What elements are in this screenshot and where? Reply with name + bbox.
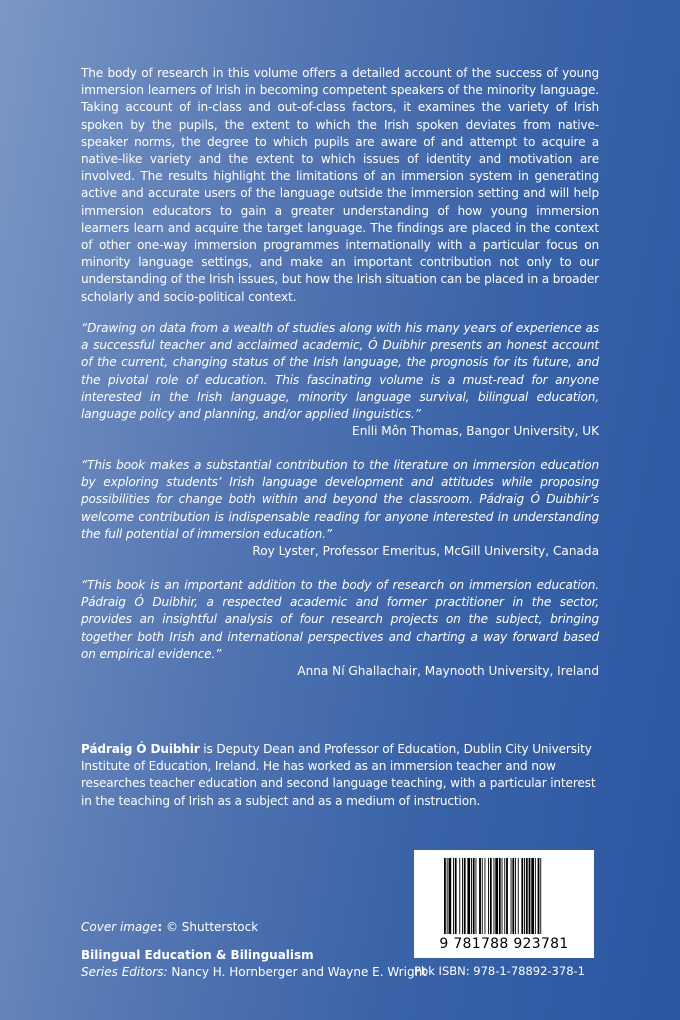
author-bio-body: is Deputy Dean and Professor of Education, Dublin City University Institute of Education, Ireland. He has worked as an immersion teacher and now researches teacher education and second language teaching, with a particular interest in the teaching of Irish as a subject and as a medium of instruction. — [81, 742, 596, 808]
barcode-bar — [473, 858, 475, 934]
barcode-bar — [455, 858, 457, 934]
barcode-bar — [524, 858, 525, 934]
endorsement-attribution: Anna Ní Ghallachair, Maynooth University, Ireland — [297, 664, 599, 679]
barcode-bar — [512, 858, 514, 934]
cover-credit — [81, 920, 258, 934]
barcode-bar — [444, 858, 446, 934]
barcode-bar — [479, 858, 481, 934]
series-name: Bilingual Education & Bilingualism — [81, 948, 314, 962]
barcode-bar — [511, 858, 512, 934]
barcode-bar — [453, 858, 454, 934]
endorsement-3 — [81, 577, 599, 680]
endorsement-2 — [81, 457, 599, 560]
author-name: Pádraig Ó Duibhir — [81, 742, 200, 756]
endorsement-1 — [81, 320, 599, 440]
barcode-bar — [506, 858, 508, 934]
barcode-bar — [459, 858, 460, 934]
barcode-bar — [538, 858, 540, 934]
barcode-bar — [482, 858, 483, 934]
isbn-barcode — [414, 850, 594, 958]
barcode-bar — [499, 858, 501, 934]
barcode-bar — [485, 858, 486, 934]
barcode-bar — [540, 858, 541, 934]
cover-credit-colon: : — [157, 920, 163, 934]
barcode-bar — [490, 858, 492, 934]
barcode-bar — [518, 858, 519, 934]
barcode-digits: 9 781788 923781 — [439, 936, 569, 952]
barcode-bar — [467, 858, 470, 934]
barcode-bar — [494, 858, 495, 934]
book-description — [81, 65, 599, 306]
endorsement-quote: “This book makes a substantial contribution to the literature on immersion education by exploring students’ Irish language development and attitudes while proposing possibilities for change both within and beyond the classroom. Pádraig Ó Duibhir’s welcome contribution is indispensable reading for anyone interested in understanding the full potential of immersion education.” — [81, 458, 599, 541]
cover-credit-label: Cover image — [81, 920, 158, 934]
barcode-bar — [471, 858, 472, 934]
author-bio — [81, 741, 599, 810]
barcode-bar — [462, 858, 463, 934]
barcode-bar — [535, 858, 536, 934]
isbn-text: Pbk ISBN: 978-1-78892-378-1 — [414, 964, 585, 978]
barcode-bar — [449, 858, 452, 934]
series-editors-label: Series Editors: — [81, 965, 168, 979]
barcode-bar — [447, 858, 448, 934]
barcode-bar — [526, 858, 528, 934]
description-text: The body of research in this volume offers a detailed account of the success of young immersion learners of Irish in becoming competent speakers of the minority language. Taking account of in-class and out-of-class factors, it examines the variety of Irish spoken by the pupils, the extent to which the Irish spoken deviates from native-speaker norms, the degree to which pupils are aware of and attempt to acquire a native-like variety and the extent to which issues of identity and motivation are involved. The results highlight the limitations of an immersion system in generating active and accurate users of the language outside the immersion setting and will help immersion educators to gain a greater understanding of how young immersion learners learn and acquire the target language. The findings are placed in the context of other one-way immersion programmes internationally with a particular focus on minority language settings, and make an important contribution not only to our understanding of the Irish issues, but how the Irish situation can be placed in a broader scholarly and socio-political context. — [81, 66, 599, 304]
endorsement-quote: “This book is an important addition to the body of research on immersion education. Pádraig Ó Duibhir, a respected academic and former practitioner in the sector, provides an insightful analysis of four research projects on the subject, bringing together both Irish and international perspectives and charting a way forward based on empirical evidence.” — [81, 578, 599, 661]
endorsement-quote: “Drawing on data from a wealth of studies along with his many years of experience as a successful teacher and acclaimed academic, Ó Duibhir presents an honest account of the current, changing status of the Irish language, the prognosis for its future, and the pivotal role of education. This fascinating volume is a must-read for anyone interested in the Irish language, minority language survival, bilingual education, language policy and planning, and/or applied linguistics.” — [81, 321, 599, 422]
barcode-bar — [529, 858, 531, 934]
endorsement-attribution: Roy Lyster, Professor Emeritus, McGill University, Canada — [252, 544, 599, 559]
barcode-bar — [495, 858, 498, 934]
barcode-bars — [444, 858, 564, 934]
barcode-bar — [521, 858, 523, 934]
barcode-bar — [515, 858, 516, 934]
barcode-bar — [464, 858, 466, 934]
barcode-bar — [488, 858, 489, 934]
endorsement-attribution: Enlli Môn Thomas, Bangor University, UK — [352, 424, 599, 439]
barcode-bar — [502, 858, 503, 934]
cover-credit-value: © Shutterstock — [162, 920, 259, 934]
author-bio-text — [81, 741, 599, 810]
barcode-bar — [476, 858, 477, 934]
barcode-bar — [531, 858, 534, 934]
barcode-bar — [504, 858, 505, 934]
series-info — [81, 947, 427, 981]
series-editors: Nancy H. Hornberger and Wayne E. Wright — [167, 965, 427, 979]
